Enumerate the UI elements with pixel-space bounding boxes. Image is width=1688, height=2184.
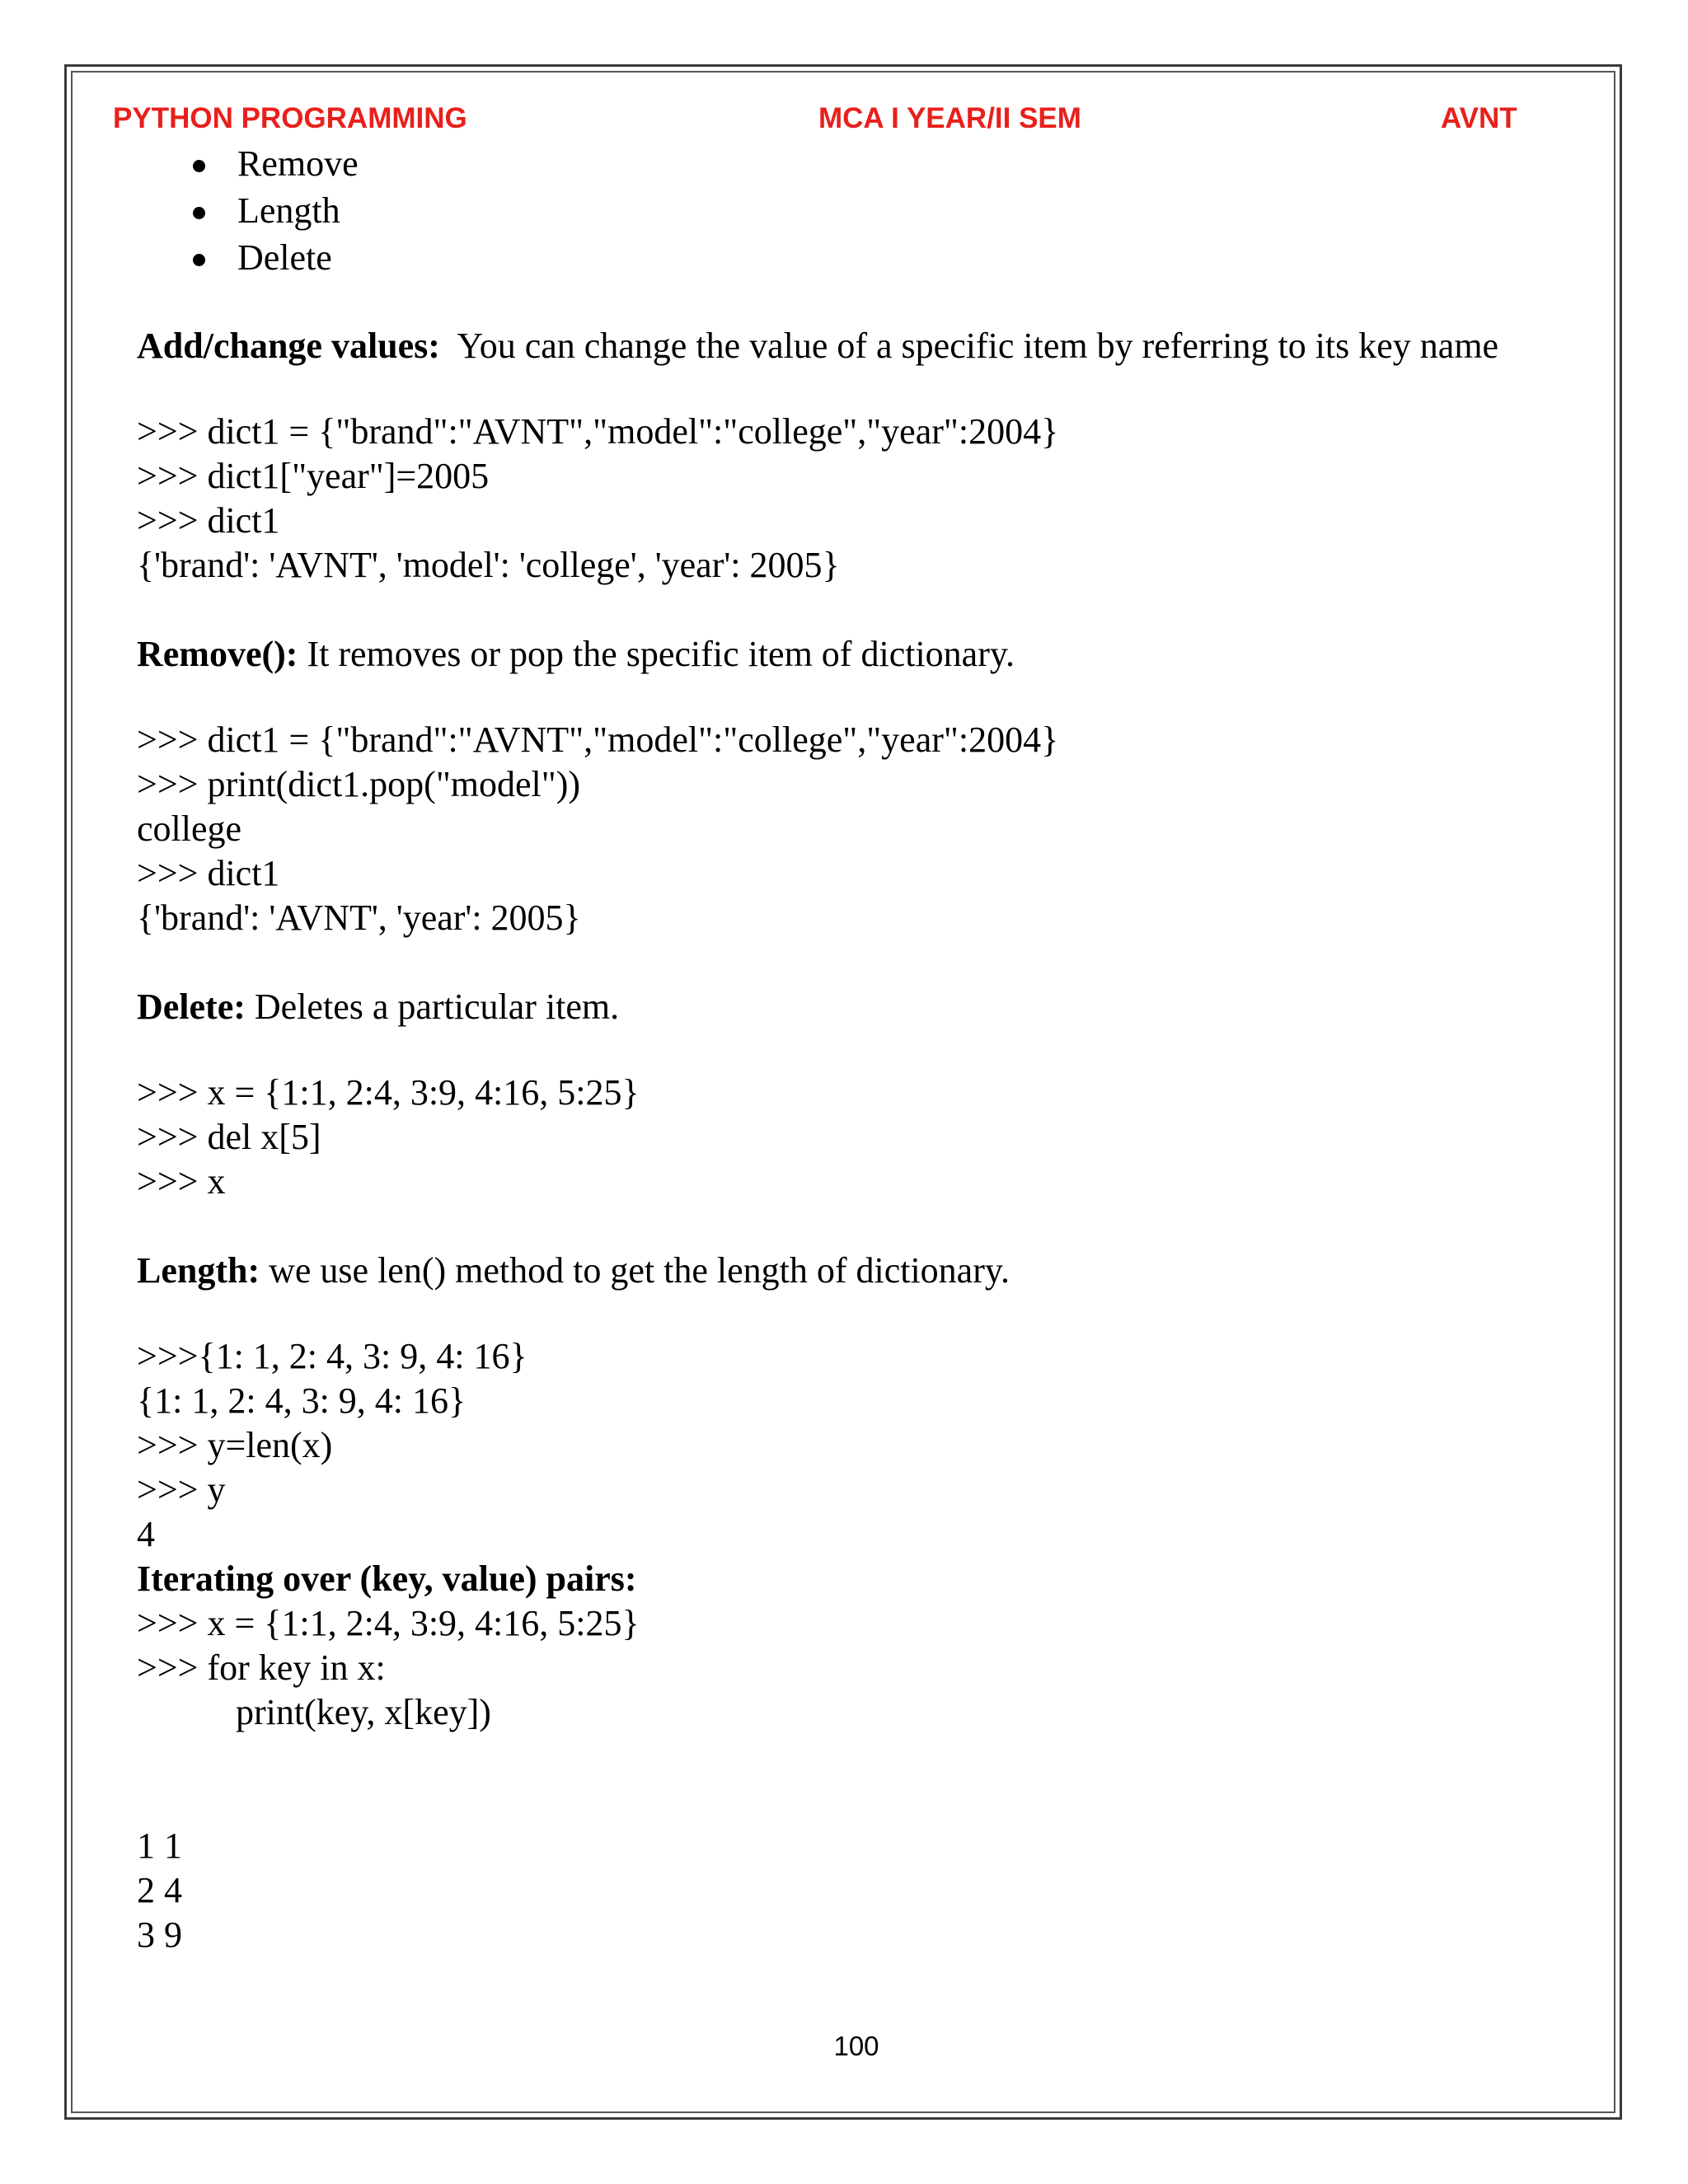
iterating-heading: Iterating over (key, value) pairs: <box>137 1558 637 1599</box>
output-line: 3 9 <box>137 1915 182 1955</box>
remove-heading: Remove(): <box>137 634 298 674</box>
delete-heading: Delete: <box>137 987 246 1027</box>
bullet-dot-icon <box>193 160 205 172</box>
header-course: MCA I YEAR/II SEM <box>818 102 1081 134</box>
header-subject: PYTHON PROGRAMMING <box>113 102 467 134</box>
code-line: college <box>137 808 242 849</box>
page-header <box>0 102 1688 138</box>
code-line: >>> for key in x: <box>137 1647 386 1688</box>
code-line: {'brand': 'AVNT', 'year': 2005} <box>137 898 581 938</box>
code-line: >>> x <box>137 1161 226 1202</box>
bullet-item: Remove <box>137 142 1538 189</box>
code-line: >>> dict1 <box>137 500 280 541</box>
code-line: >>> dict1["year"]=2005 <box>137 456 490 496</box>
code-line-indented: print(key, x[key]) <box>236 1692 491 1732</box>
output-line: 2 4 <box>137 1870 182 1910</box>
bullet-dot-icon <box>193 207 205 219</box>
code-line: {'brand': 'AVNT', 'model': 'college', 'year': 2005} <box>137 545 840 585</box>
code-line: >>>{1: 1, 2: 4, 3: 9, 4: 16} <box>137 1336 528 1376</box>
code-line: {1: 1, 2: 4, 3: 9, 4: 16} <box>137 1380 467 1421</box>
remove-text: It removes or pop the specific item of dictionary. <box>298 634 1015 674</box>
code-line: 4 <box>137 1514 155 1554</box>
code-line: >>> del x[5] <box>137 1117 321 1157</box>
length-heading: Length: <box>137 1250 260 1291</box>
page-content <box>137 142 1538 1957</box>
bullet-item: Length <box>137 189 1538 236</box>
code-line: >>> x = {1:1, 2:4, 3:9, 4:16, 5:25} <box>137 1603 640 1643</box>
output-line: 1 1 <box>137 1825 182 1866</box>
add-change-text: You can change the value of a specific item by referring to its key name <box>439 326 1499 366</box>
length-text: we use len() method to get the length of dictionary. <box>260 1250 1010 1291</box>
length-paragraph <box>137 1249 1538 1293</box>
add-change-paragraph <box>137 324 1530 368</box>
header-institution: AVNT <box>1441 102 1517 134</box>
bullet-item: Delete <box>137 236 1538 283</box>
delete-text: Deletes a particular item. <box>245 987 620 1027</box>
page-number: 100 <box>833 2031 879 2061</box>
delete-paragraph <box>137 985 1538 1029</box>
code-line: >>> y <box>137 1469 226 1510</box>
bullet-dot-icon <box>193 254 205 266</box>
code-line: >>> y=len(x) <box>137 1425 333 1465</box>
code-line: >>> dict1 = {"brand":"AVNT","model":"college","year":2004} <box>137 719 1059 760</box>
code-line: >>> dict1 = {"brand":"AVNT","model":"college","year":2004} <box>137 411 1059 452</box>
code-line: >>> x = {1:1, 2:4, 3:9, 4:16, 5:25} <box>137 1072 640 1113</box>
add-change-heading: Add/change values: <box>137 326 440 366</box>
remove-paragraph <box>137 632 1538 677</box>
code-line: >>> dict1 <box>137 853 280 893</box>
code-line: >>> print(dict1.pop("model")) <box>137 764 581 804</box>
